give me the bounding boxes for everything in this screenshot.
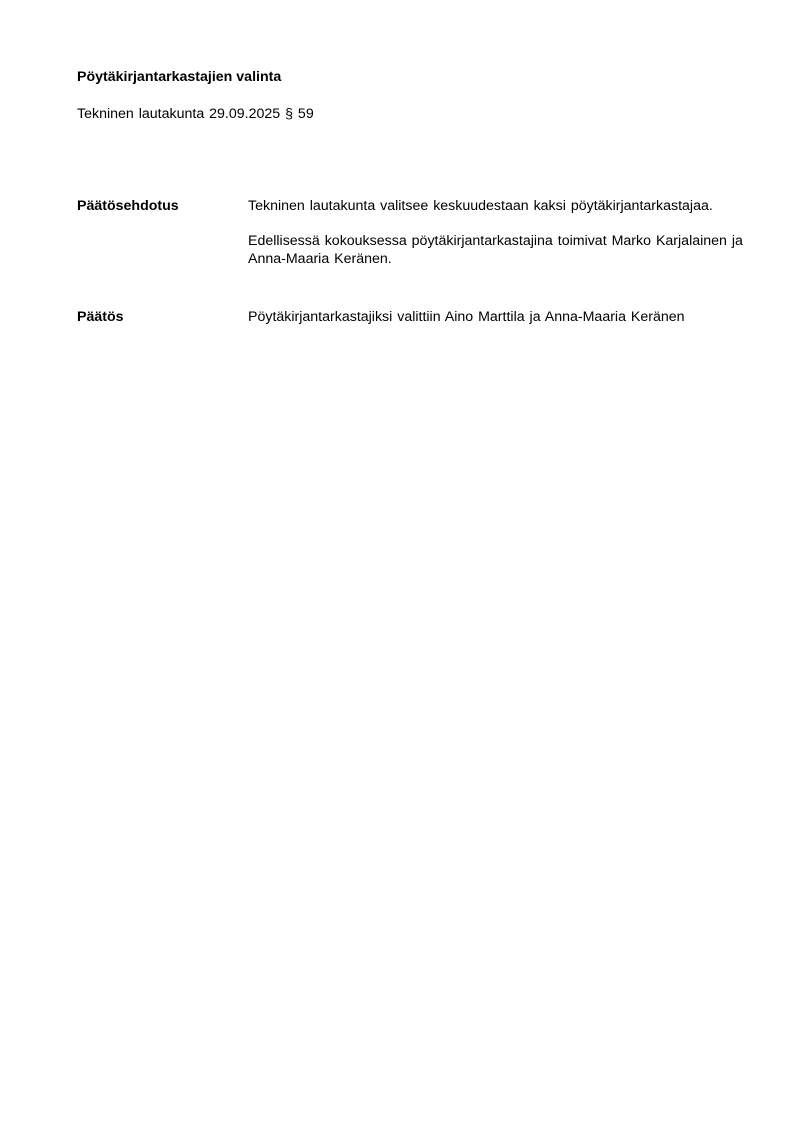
- proposal-paragraph: Tekninen lautakunta valitsee keskuudestaan kaksi pöytäkirjantarkastajaa.: [248, 198, 713, 214]
- decision-body: [248, 309, 768, 327]
- proposal-body: [248, 198, 748, 268]
- proposal-paragraph: Edellisessä kokouksessa pöytäkirjantarkastajina toimivat Marko Karjalainen ja Anna-Maaria Keränen.: [248, 233, 743, 267]
- document-title: Pöytäkirjantarkastajien valinta: [77, 69, 282, 85]
- decision-label: Päätös: [77, 309, 124, 325]
- meeting-reference: Tekninen lautakunta 29.09.2025 § 59: [77, 106, 314, 122]
- proposal-label: Päätösehdotus: [77, 198, 179, 214]
- decision-text: Pöytäkirjantarkastajiksi valittiin Aino Marttila ja Anna-Maaria Keränen: [248, 309, 685, 325]
